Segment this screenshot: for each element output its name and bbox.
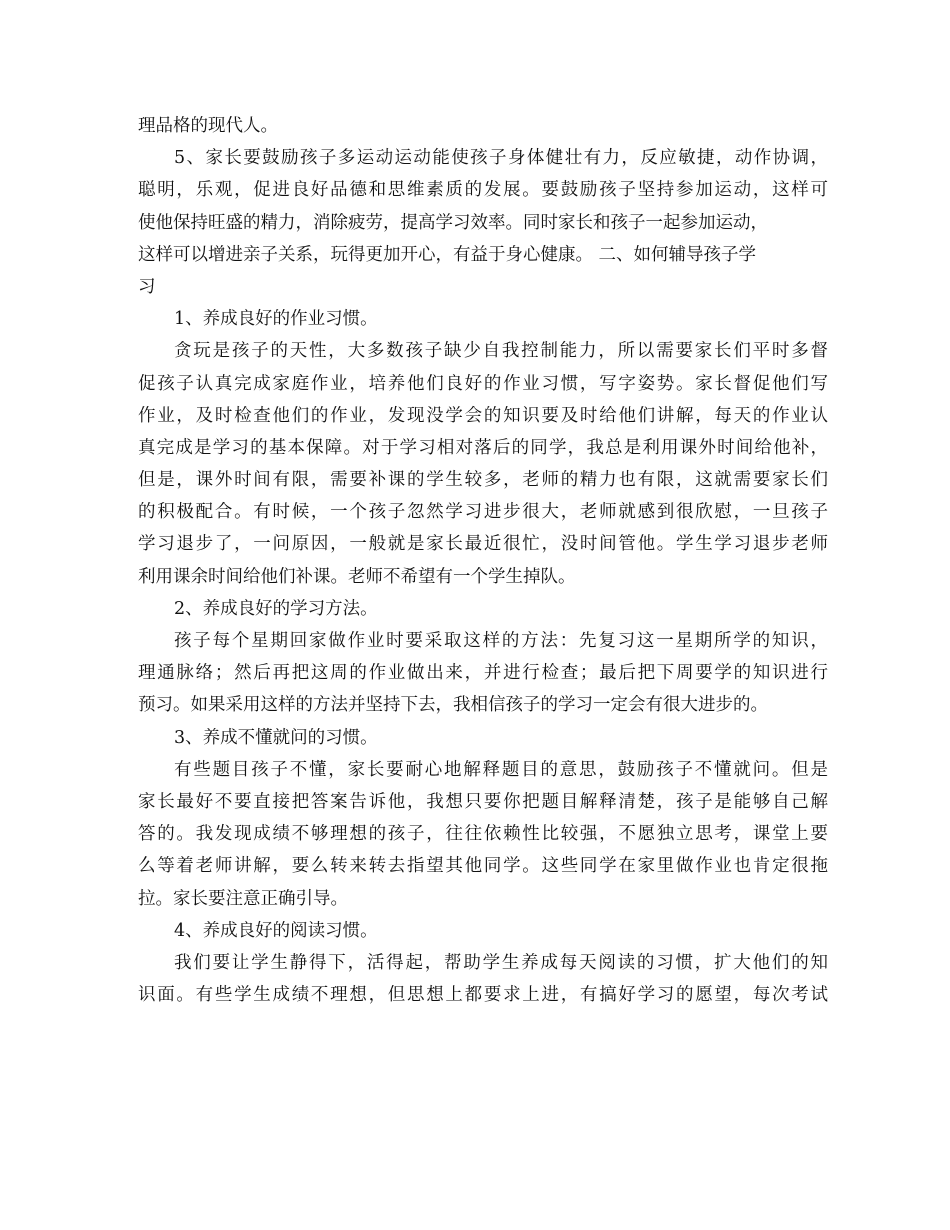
text-line: 识面。有些学生成绩不理想，但思想上都要求上进，有搞好学习的愿望，每次考试 bbox=[138, 985, 828, 1006]
text-line: 4、养成良好的阅读习惯。 bbox=[174, 920, 378, 941]
text-line: 贪玩是孩子的天性，大多数孩子缺少自我控制能力，所以需要家长们平时多督 bbox=[174, 341, 828, 362]
text-line: 预习。如果采用这样的方法并坚持下去，我相信孩子的学习一定会有很大进步的。 bbox=[138, 695, 768, 716]
text-line: 我们要让学生静得下，活得起，帮助学生养成每天阅读的习惯，扩大他们的知 bbox=[174, 952, 828, 973]
text-line: 这样可以增进亲子关系，玩得更加开心，有益于身心健康。 二、如何辅导孩子学 bbox=[138, 244, 757, 265]
text-line: 的积极配合。有时候，一个孩子忽然学习进步很大，老师就感到很欣慰，一旦孩子 bbox=[138, 502, 828, 523]
text-line: 么等着老师讲解，要么转来转去指望其他同学。这些同学在家里做作业也肯定很拖 bbox=[138, 856, 828, 877]
text-line: 利用课余时间给他们补课。老师不希望有一个学生掉队。 bbox=[138, 566, 576, 587]
text-line: 2、养成良好的学习方法。 bbox=[174, 598, 378, 619]
text-line: 但是，课外时间有限，需要补课的学生较多，老师的精力也有限，这就需要家长们 bbox=[138, 470, 828, 491]
text-line: 孩子每个星期回家做作业时要采取这样的方法：先复习这一星期所学的知识， bbox=[174, 631, 828, 651]
document-body bbox=[138, 110, 828, 1011]
text-line: 使他保持旺盛的精力，消除疲劳，提高学习效率。同时家长和孩子一起参加运动， bbox=[138, 212, 768, 233]
text-line: 1、养成良好的作业习惯。 bbox=[174, 309, 378, 330]
text-line: 5、家长要鼓励孩子多运动运动能使孩子身体健壮有力，反应敏捷，动作协调， bbox=[174, 148, 828, 169]
text-line: 促孩子认真完成家庭作业，培养他们良好的作业习惯，写字姿势。家长督促他们写 bbox=[138, 373, 828, 394]
text-line: 作业，及时检查他们的作业，发现没学会的知识要及时给他们讲解，每天的作业认 bbox=[138, 405, 828, 426]
text-line: 答的。我发现成绩不够理想的孩子，往往依赖性比较强，不愿独立思考，课堂上要 bbox=[138, 824, 828, 845]
text-line: 真完成是学习的基本保障。对于学习相对落后的同学，我总是利用课外时间给他补， bbox=[138, 437, 828, 458]
text-line: 习 bbox=[138, 276, 156, 297]
text-line: 理品格的现代人。 bbox=[138, 116, 278, 136]
document-page bbox=[138, 110, 828, 1011]
text-line: 3、养成不懂就问的习惯。 bbox=[174, 727, 378, 748]
text-line: 拉。家长要注意正确引导。 bbox=[138, 888, 348, 909]
text-line: 理通脉络；然后再把这周的作业做出来，并进行检查；最后把下周要学的知识进行 bbox=[138, 663, 828, 684]
text-line: 家长最好不要直接把答案告诉他，我想只要你把题目解释清楚，孩子是能够自己解 bbox=[138, 791, 828, 812]
text-line: 有些题目孩子不懂，家长要耐心地解释题目的意思，鼓励孩子不懂就问。但是 bbox=[174, 759, 828, 780]
text-line: 学习退步了，一问原因，一般就是家长最近很忙，没时间管他。学生学习退步老师 bbox=[138, 534, 828, 555]
text-line: 聪明，乐观，促进良好品德和思维素质的发展。要鼓励孩子坚持参加运动，这样可 bbox=[138, 180, 828, 201]
